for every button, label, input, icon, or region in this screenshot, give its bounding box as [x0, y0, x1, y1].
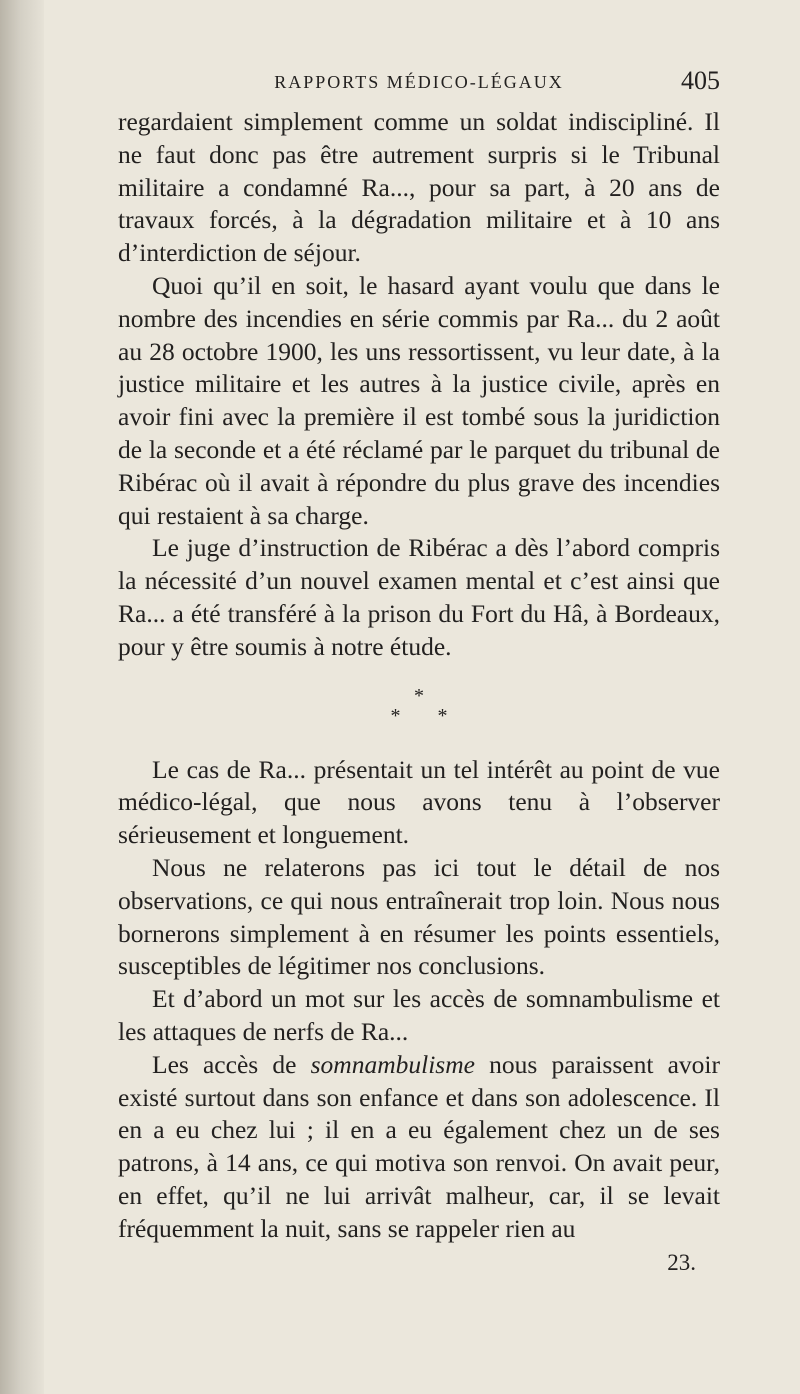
paragraph: Le juge d’instruction de Ribérac a dès l’abord compris la nécessité d’un nouvel examen mental et c’est ainsi que Ra... a été transféré à la prison du Fort du Hâ, à Bordeaux, pour y être soumis à notre étude.	[118, 533, 720, 661]
italic-term: somnambulisme	[310, 1049, 475, 1079]
book-page	[118, 66, 720, 1278]
paragraph: Et d’abord un mot sur les accès de somnambulisme et les attaques de nerfs de Ra...	[118, 984, 720, 1046]
running-title: RAPPORTS MÉDICO-LÉGAUX	[274, 72, 564, 92]
binding-shadow	[0, 0, 44, 1394]
paragraph: Nous ne relaterons pas ici tout le détail de nos observations, ce qui nous entraînerait trop loin. Nous nous bornerons simplement à en résumer les points essentiels, susceptibles de légitimer nos conclusions.	[118, 852, 720, 981]
paragraph: regardaient simplement comme un soldat indiscipliné. Il ne faut donc pas être autrement surpris si le Tribunal militaire a condamné Ra..., pour sa part, à 20 ans de travaux forcés, à la dégradation militaire et à 10 ans d’interdiction de séjour.	[118, 107, 720, 268]
page-number: 405	[681, 66, 720, 95]
paragraph	[118, 1049, 720, 1246]
paragraph: Quoi qu’il en soit, le hasard ayant voulu que dans le nombre des incendies en série commis par Ra... du 2 août au 28 octobre 1900, les uns ressortissent, vu leur date, à la justice militaire et les autres à la justice civile, après en avoir fini avec la première il est tombé sous la juridiction de la seconde et a été réclamé par le parquet du tribunal de Ribérac où il avait à répondre du plus grave des incendies qui restaient à sa charge.	[118, 270, 720, 530]
asterism-top: *	[414, 684, 424, 707]
paragraph: Le cas de Ra... présentait un tel intérêt au point de vue médico-légal, que nous avons tenu à l’observer sérieusement et longuement.	[118, 754, 720, 850]
signature-mark: 23.	[667, 1249, 696, 1275]
asterism-bottom: * *	[390, 704, 464, 727]
paragraph-text: nous paraissent avoir existé surtout dans son enfance et dans son adolescence. Il en a eu chez lui ; il en a eu également chez un de ses patrons, à 14 ans, ce qui motiva son renvoi. On avait peur, en effet, qu’il ne lui arrivât malheur, car, il se levait fréquemment la nuit, sans se rappeler rien au	[118, 1049, 720, 1243]
running-head	[118, 66, 720, 106]
paragraph-text: Les accès de	[152, 1049, 311, 1079]
section-break-asterism	[118, 686, 720, 726]
